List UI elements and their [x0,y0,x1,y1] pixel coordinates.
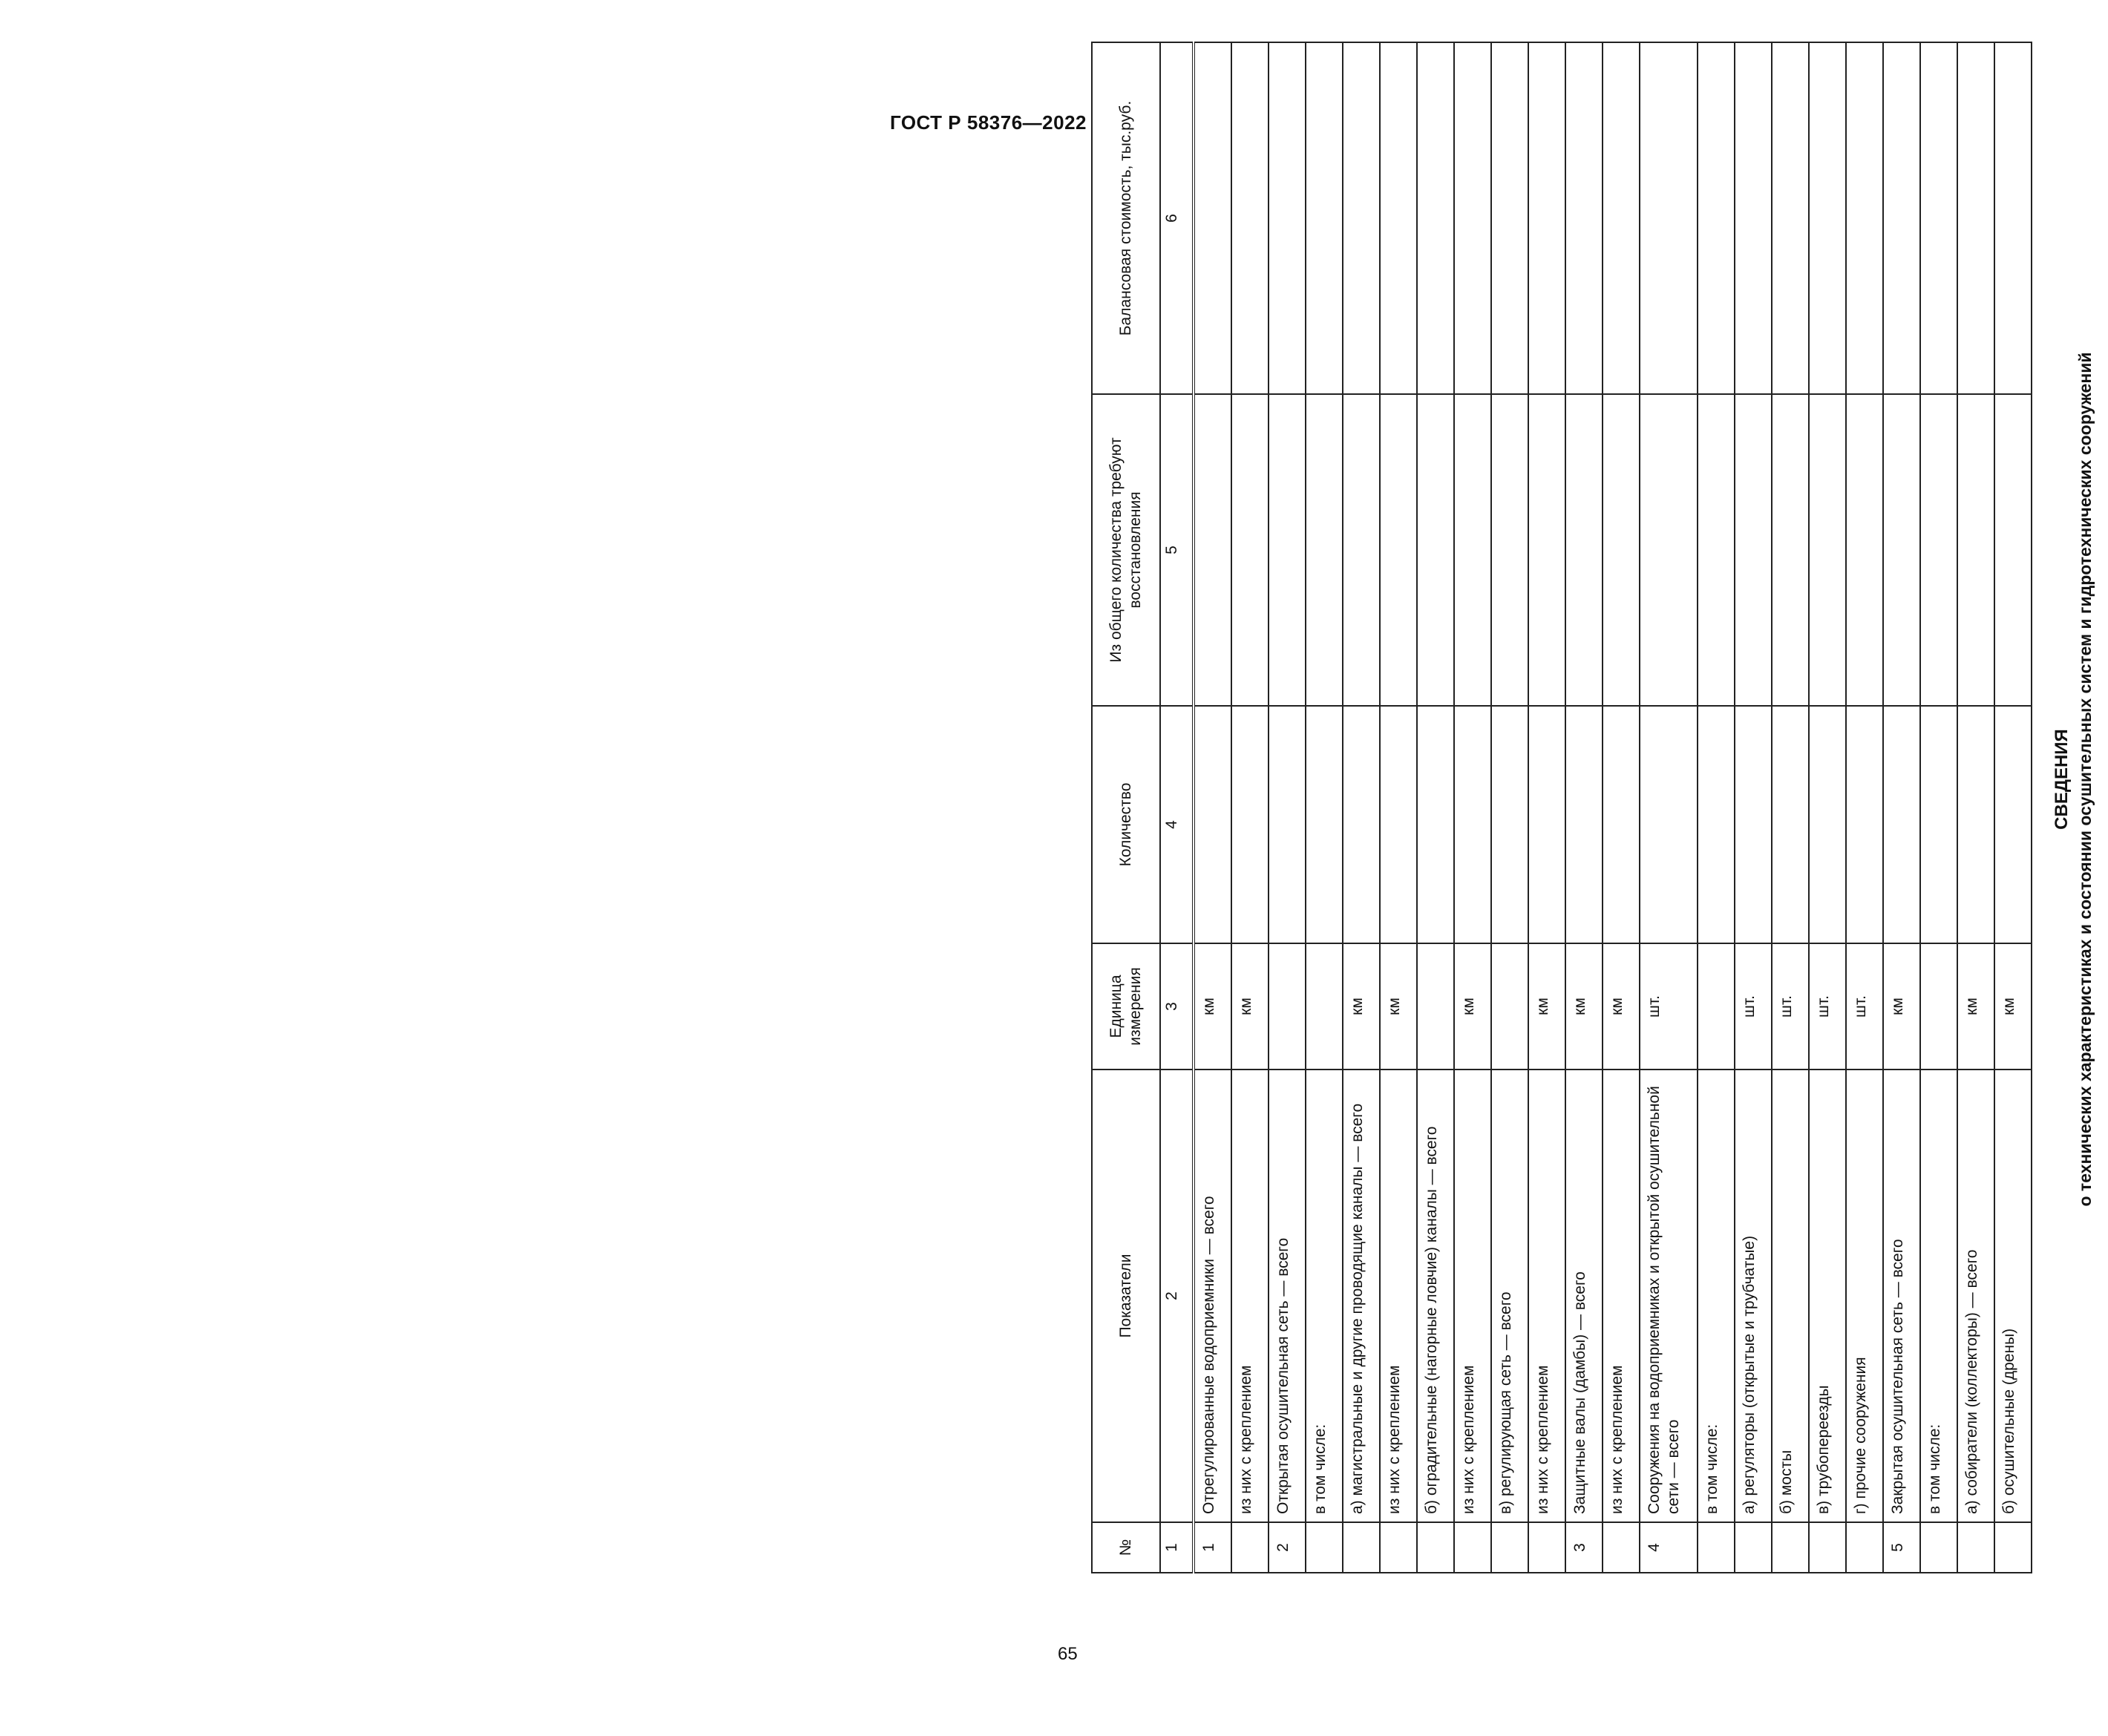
table-row [1417,42,1454,1573]
row-number [1772,1522,1809,1573]
title-block [2050,0,2096,1596]
table-row [1883,42,1920,1573]
row-number: 2 [1269,1522,1306,1573]
row-unit: км [1380,943,1417,1070]
table-row [1528,42,1565,1573]
row-number [1528,1522,1565,1573]
table-row [1640,42,1698,1573]
row-indicator: г) прочие сооружения [1846,1070,1883,1522]
row-restoration-cell [1454,394,1491,706]
row-indicator: б) мосты [1772,1070,1809,1522]
row-indicator: а) регуляторы (открытые и трубчатые) [1735,1070,1772,1522]
row-indicator: из них с креплением [1231,1070,1269,1522]
row-indicator: Защитные валы (дамбы) — всего [1565,1070,1603,1522]
column-number: 6 [1160,42,1194,394]
row-unit: км [1343,943,1380,1070]
row-unit [1306,943,1343,1070]
row-quantity-cell [1528,706,1565,943]
row-restoration-cell [1994,394,2032,706]
row-number [1603,1522,1640,1573]
row-unit [1491,943,1528,1070]
row-indicator: Закрытая осушительная сеть — всего [1883,1070,1920,1522]
row-restoration-cell [1417,394,1454,706]
row-cost-cell [1528,42,1565,394]
row-restoration-cell [1343,394,1380,706]
row-indicator: из них с креплением [1380,1070,1417,1522]
table-row [1343,42,1380,1573]
row-indicator: б) осушительные (дрены) [1994,1070,2032,1522]
row-cost-cell [1994,42,2032,394]
row-indicator: а) собиратели (коллекторы) — всего [1957,1070,1994,1522]
header-balance-cost: Балансовая стоимость, тыс.руб. [1092,42,1160,394]
column-number: 3 [1160,943,1194,1070]
row-unit: км [1231,943,1269,1070]
row-unit: км [1194,943,1231,1070]
row-unit: км [1957,943,1994,1070]
row-number [1698,1522,1735,1573]
row-number [1957,1522,1994,1573]
row-restoration-cell [1846,394,1883,706]
row-quantity-cell [1565,706,1603,943]
row-cost-cell [1454,42,1491,394]
row-number [1417,1522,1454,1573]
table-row [1735,42,1772,1573]
row-indicator: из них с креплением [1454,1070,1491,1522]
table-row [1306,42,1343,1573]
table-row [1269,42,1306,1573]
row-cost-cell [1306,42,1343,394]
row-restoration-cell [1772,394,1809,706]
row-quantity-cell [1698,706,1735,943]
row-restoration-cell [1380,394,1417,706]
row-quantity-cell [1772,706,1809,943]
row-cost-cell [1603,42,1640,394]
row-number [1380,1522,1417,1573]
row-indicator: Отрегулированные водоприемники — всего [1194,1070,1231,1522]
column-number: 2 [1160,1070,1194,1522]
row-restoration-cell [1491,394,1528,706]
row-indicator: в) трубопереезды [1809,1070,1846,1522]
standard-number: ГОСТ Р 58376—2022 [889,111,1087,134]
row-unit: км [1994,943,2032,1070]
row-indicator: в) регулирующая сеть — всего [1491,1070,1528,1522]
row-restoration-cell [1269,394,1306,706]
row-number [1306,1522,1343,1573]
row-cost-cell [1194,42,1231,394]
row-unit: км [1603,943,1640,1070]
row-restoration-cell [1194,394,1231,706]
row-indicator: Сооружения на водоприемниках и открытой осушительной сети — всего [1640,1070,1698,1522]
column-number: 4 [1160,706,1194,943]
row-quantity-cell [1231,706,1269,943]
row-cost-cell [1417,42,1454,394]
table-row [1957,42,1994,1573]
rotated-page-content [1091,0,2108,1596]
row-restoration-cell [1528,394,1565,706]
row-quantity-cell [1640,706,1698,943]
row-unit: км [1528,943,1565,1070]
row-cost-cell [1735,42,1772,394]
row-number [1846,1522,1883,1573]
page-number: 65 [1058,1644,1078,1664]
header-unit: Единица измерения [1092,943,1160,1070]
row-quantity-cell [1269,706,1306,943]
column-number-row [1160,42,1194,1573]
row-cost-cell [1883,42,1920,394]
row-cost-cell [1269,42,1306,394]
row-quantity-cell [1809,706,1846,943]
row-quantity-cell [1491,706,1528,943]
row-unit [1920,943,1957,1070]
row-cost-cell [1920,42,1957,394]
row-restoration-cell [1231,394,1269,706]
table-row [1194,42,1231,1573]
row-restoration-cell [1735,394,1772,706]
row-indicator: б) оградительные (нагорные ловчие) каналы — всего [1417,1070,1454,1522]
header-quantity: Количество [1092,706,1160,943]
row-indicator: из них с креплением [1603,1070,1640,1522]
characteristics-table [1091,42,2032,1573]
row-cost-cell [1846,42,1883,394]
row-quantity-cell [1343,706,1380,943]
row-indicator: Открытая осушительная сеть — всего [1269,1070,1306,1522]
row-indicator: в том числе: [1920,1070,1957,1522]
row-indicator: из них с креплением [1528,1070,1565,1522]
row-indicator: в том числе: [1306,1070,1343,1522]
column-number: 1 [1160,1522,1194,1573]
row-unit: шт. [1640,943,1698,1070]
row-cost-cell [1640,42,1698,394]
row-cost-cell [1231,42,1269,394]
row-unit: шт. [1809,943,1846,1070]
table-row [1698,42,1735,1573]
row-number [1231,1522,1269,1573]
header-no: № [1092,1522,1160,1573]
row-cost-cell [1343,42,1380,394]
row-restoration-cell [1883,394,1920,706]
table-row [1231,42,1269,1573]
row-number: 4 [1640,1522,1698,1573]
row-number [1809,1522,1846,1573]
row-number [1491,1522,1528,1573]
row-quantity-cell [1417,706,1454,943]
row-unit [1269,943,1306,1070]
document-title: СВЕДЕНИЯ [2052,729,2072,830]
row-unit: км [1883,943,1920,1070]
header-indicators: Показатели [1092,1070,1160,1522]
row-restoration-cell [1920,394,1957,706]
table-container [1091,43,2032,1573]
row-unit: км [1565,943,1603,1070]
row-number [1920,1522,1957,1573]
row-indicator: в том числе: [1698,1070,1735,1522]
table-body [1194,42,2032,1573]
table-row [1565,42,1603,1573]
row-unit: шт. [1772,943,1809,1070]
row-quantity-cell [1380,706,1417,943]
table-row [1603,42,1640,1573]
row-cost-cell [1380,42,1417,394]
row-quantity-cell [1735,706,1772,943]
row-quantity-cell [1194,706,1231,943]
row-number: 5 [1883,1522,1920,1573]
row-quantity-cell [1957,706,1994,943]
table-row [1454,42,1491,1573]
table-row [1772,42,1809,1573]
row-unit: шт. [1846,943,1883,1070]
table-header-row [1092,42,1160,1573]
row-cost-cell [1772,42,1809,394]
row-quantity-cell [1920,706,1957,943]
row-restoration-cell [1306,394,1343,706]
row-number: 3 [1565,1522,1603,1573]
table-row [1994,42,2032,1573]
table-row [1380,42,1417,1573]
row-restoration-cell [1603,394,1640,706]
row-quantity-cell [1603,706,1640,943]
row-unit: шт. [1735,943,1772,1070]
row-unit: км [1454,943,1491,1070]
table-row [1809,42,1846,1573]
row-number [1994,1522,2032,1573]
table-row [1491,42,1528,1573]
row-quantity-cell [1454,706,1491,943]
row-indicator: а) магистральные и другие проводящие каналы — всего [1343,1070,1380,1522]
row-restoration-cell [1809,394,1846,706]
row-number: 1 [1194,1522,1231,1573]
document-subtitle: о технических характеристиках и состоянии осушительных систем и гидротехнических сооружений [2075,352,2095,1207]
row-unit [1698,943,1735,1070]
row-cost-cell [1957,42,1994,394]
row-number [1735,1522,1772,1573]
row-quantity-cell [1994,706,2032,943]
row-restoration-cell [1565,394,1603,706]
row-restoration-cell [1957,394,1994,706]
row-number [1343,1522,1380,1573]
row-cost-cell [1809,42,1846,394]
header-restoration: Из общего количества требуют восстановления [1092,394,1160,706]
row-cost-cell [1491,42,1528,394]
row-restoration-cell [1640,394,1698,706]
table-row [1846,42,1883,1573]
table-row [1920,42,1957,1573]
row-restoration-cell [1698,394,1735,706]
row-cost-cell [1565,42,1603,394]
column-number: 5 [1160,394,1194,706]
row-number [1454,1522,1491,1573]
row-cost-cell [1698,42,1735,394]
row-quantity-cell [1306,706,1343,943]
row-quantity-cell [1883,706,1920,943]
row-quantity-cell [1846,706,1883,943]
row-unit [1417,943,1454,1070]
